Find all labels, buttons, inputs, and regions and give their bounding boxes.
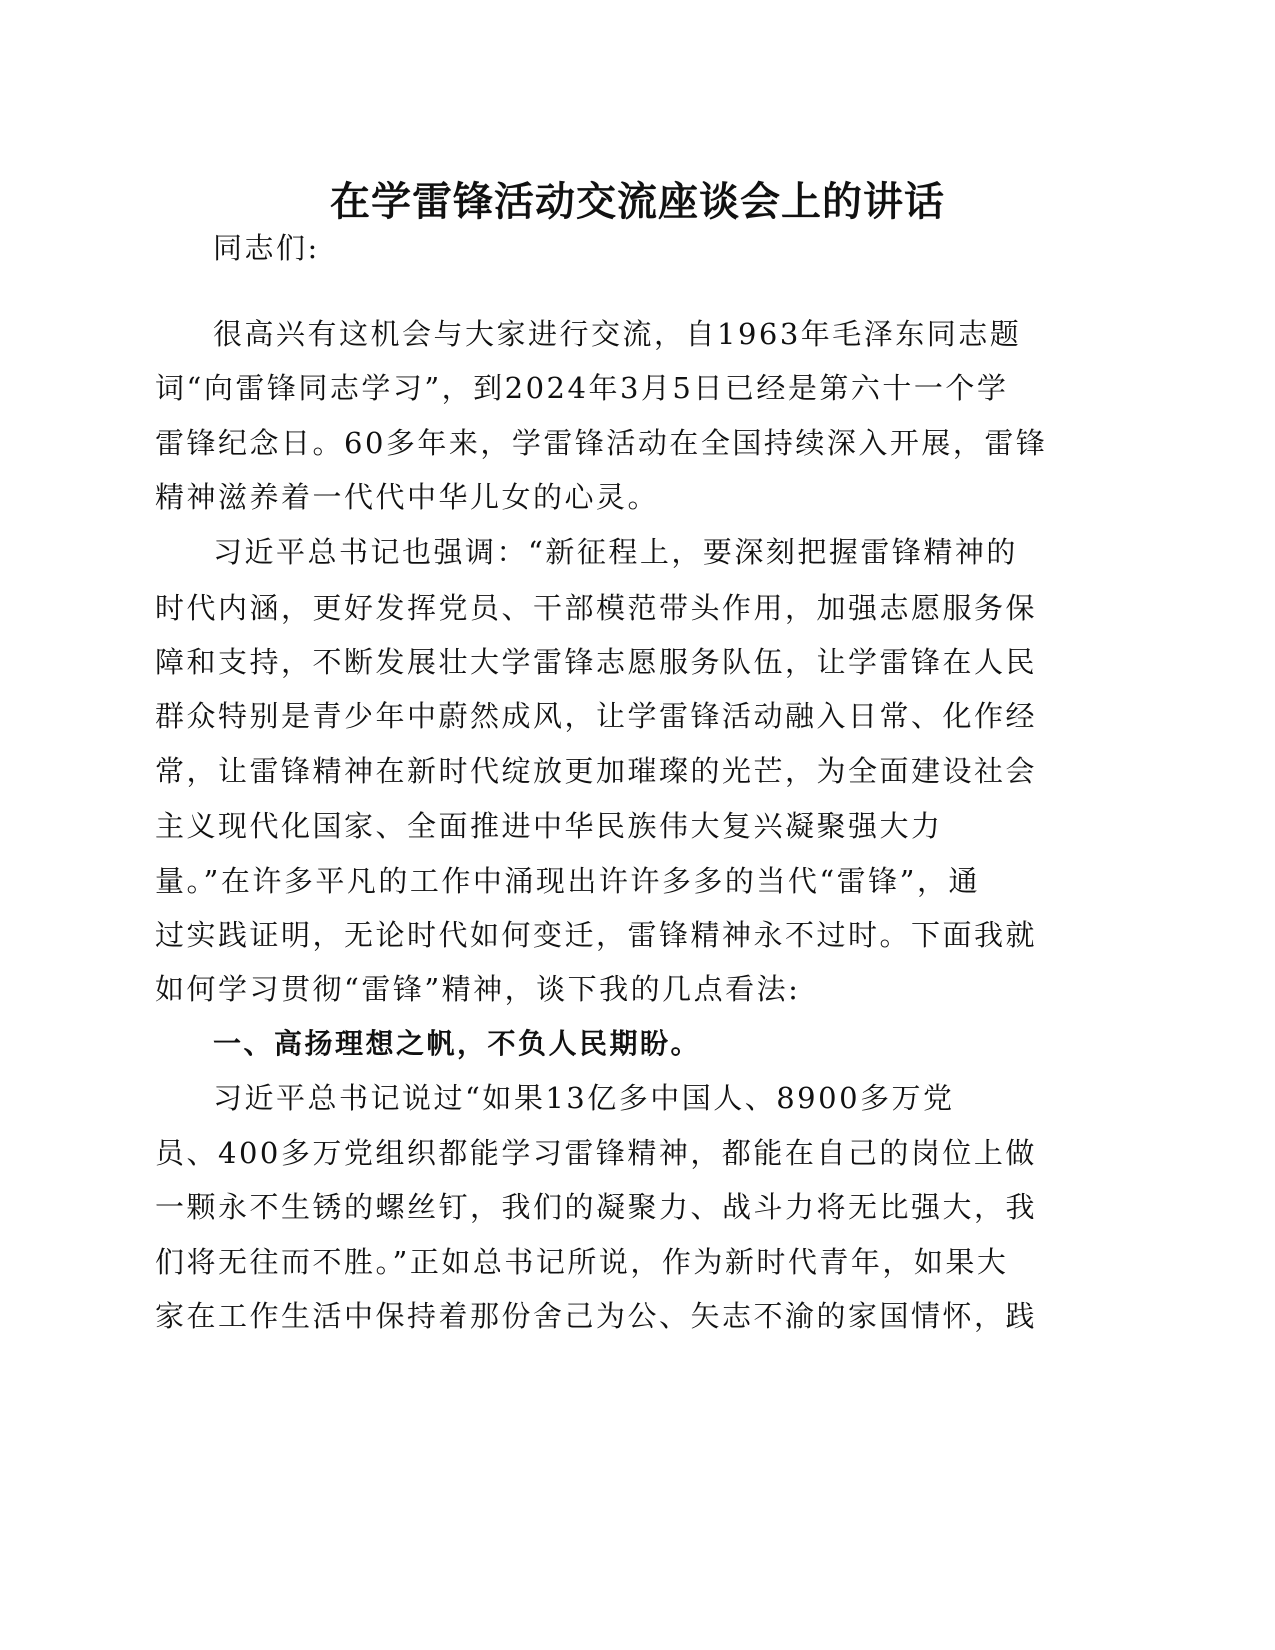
document-title: 在学雷锋活动交流座谈会上的讲话 bbox=[330, 179, 945, 225]
paragraph-line: 过实践证明，无论时代如何变迁，雷锋精神永不过时。下面我就 bbox=[155, 918, 1038, 952]
paragraph-line: 们将无往而不胜。”正如总书记所说，作为新时代青年，如果大 bbox=[155, 1245, 1009, 1279]
section-heading: 一、高扬理想之帆，不负人民期盼。 bbox=[213, 1027, 702, 1060]
salutation-line: 同志们: bbox=[213, 231, 320, 265]
paragraph-line: 主义现代化国家、全面推进中华民族伟大复兴凝聚强大力 bbox=[155, 809, 943, 843]
paragraph-line: 时代内涵，更好发挥党员、干部模范带头作用，加强志愿服务保 bbox=[155, 591, 1038, 625]
paragraph-line: 习近平总书记也强调：“新征程上，要深刻把握雷锋精神的 bbox=[213, 535, 1018, 569]
paragraph-line: 如何学习贯彻“雷锋”精神，谈下我的几点看法: bbox=[155, 972, 801, 1006]
paragraph-line: 词“向雷锋同志学习”，到2024年3月5日已经是第六十一个学 bbox=[155, 371, 1009, 405]
paragraph-line: 一颗永不生锈的螺丝钉，我们的凝聚力、战斗力将无比强大，我 bbox=[155, 1190, 1038, 1224]
paragraph-line: 习近平总书记说过“如果13亿多中国人、8900多万党 bbox=[213, 1081, 955, 1115]
paragraph-line: 障和支持，不断发展壮大学雷锋志愿服务队伍，让学雷锋在人民 bbox=[155, 645, 1038, 679]
paragraph-line: 常，让雷锋精神在新时代绽放更加璀璨的光芒，为全面建设社会 bbox=[155, 754, 1038, 788]
paragraph-line: 员、400多万党组织都能学习雷锋精神，都能在自己的岗位上做 bbox=[155, 1136, 1037, 1170]
paragraph-line: 群众特别是青少年中蔚然成风，让学雷锋活动融入日常、化作经 bbox=[155, 699, 1038, 733]
paragraph-line: 家在工作生活中保持着那份舍己为公、矢志不渝的家国情怀，践 bbox=[155, 1299, 1038, 1333]
paragraph-line: 精神滋养着一代代中华儿女的心灵。 bbox=[155, 480, 660, 514]
paragraph-line: 量。”在许多平凡的工作中涌现出许许多多的当代“雷锋”，通 bbox=[155, 864, 980, 898]
paragraph-line: 雷锋纪念日。60多年来，学雷锋活动在全国持续深入开展，雷锋 bbox=[155, 426, 1048, 460]
paragraph-line: 很高兴有这机会与大家进行交流，自1963年毛泽东同志题 bbox=[213, 317, 1022, 351]
